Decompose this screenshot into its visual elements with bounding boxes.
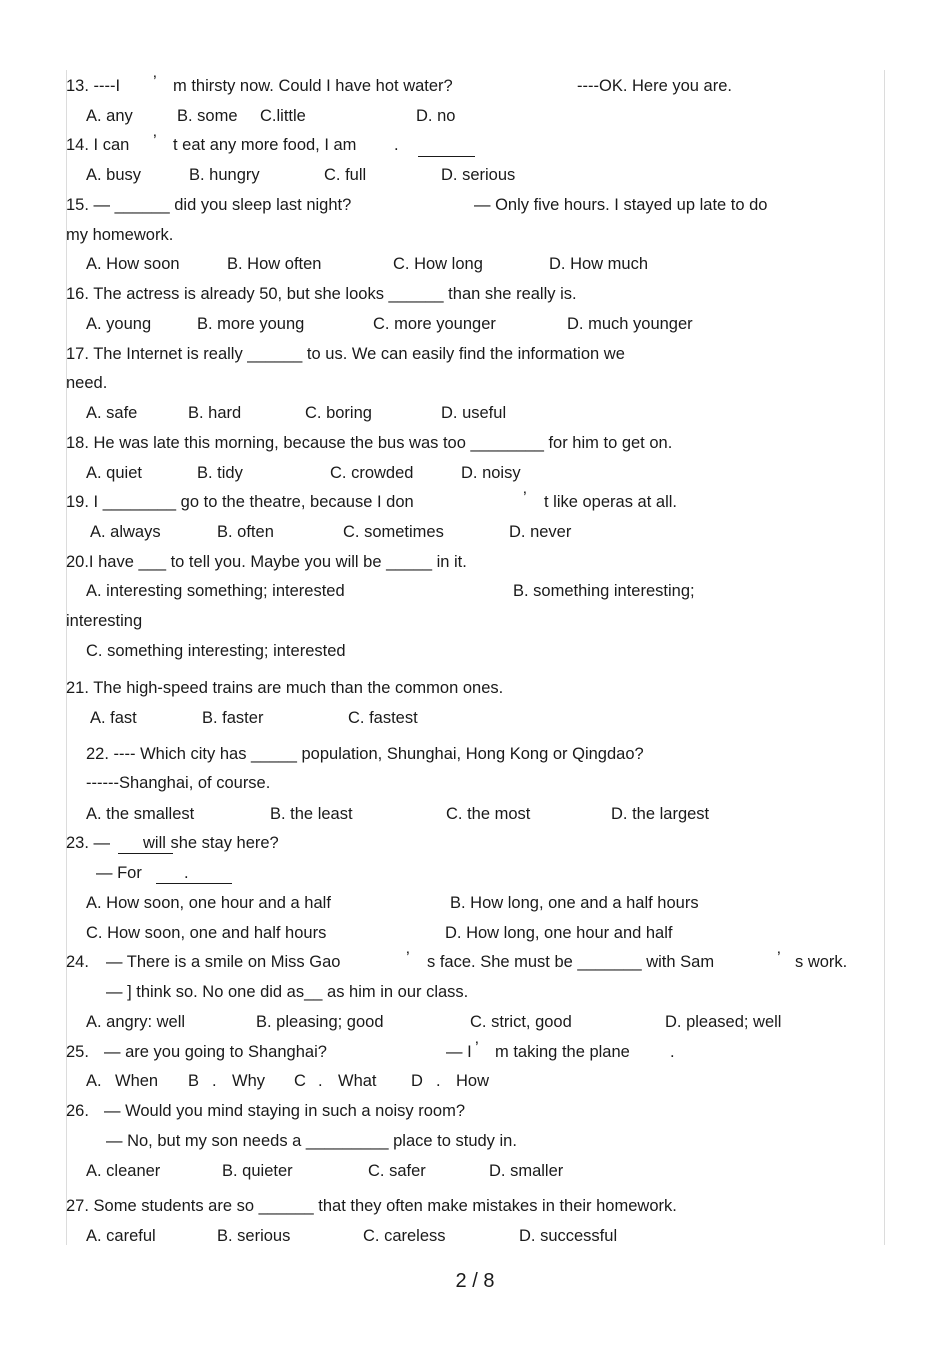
question-17-option-d: D. useful — [441, 404, 507, 422]
question-23-text: 23. — — [66, 834, 111, 852]
question-19-option-d: D. never — [509, 523, 572, 541]
question-23-text-cont: will she stay here? — [143, 834, 279, 852]
question-19-apostrophe: ’ — [523, 489, 527, 507]
question-27-option-d: D. successful — [519, 1227, 618, 1245]
question-25-reply: — I — [446, 1043, 472, 1061]
question-18-option-a: A. quiet — [86, 464, 142, 482]
question-19-option-a: A. always — [90, 523, 161, 541]
question-15-text: 15. — ______ did you sleep last night? — [66, 196, 352, 214]
left-margin-rule — [66, 70, 67, 1245]
question-15-option-d: D. How much — [549, 255, 649, 273]
question-24-text-cont: s face. She must be _______ with Sam — [427, 953, 715, 971]
question-22-option-c: C. the most — [446, 805, 531, 823]
question-25-reply-cont: m taking the plane — [495, 1043, 630, 1061]
question-14-option-c: C. full — [324, 166, 367, 184]
question-25-apostrophe: ’ — [475, 1039, 479, 1057]
question-24-apostrophe-2: ’ — [777, 949, 781, 967]
question-15-option-c: C. How long — [393, 255, 483, 273]
question-22-reply: ------Shanghai, of course. — [86, 774, 271, 792]
question-18-option-b: B. tidy — [197, 464, 243, 482]
page-indicator: 2 / 8 — [455, 1270, 495, 1292]
question-26-option-a: A. cleaner — [86, 1162, 161, 1180]
question-19-option-c: C. sometimes — [343, 523, 444, 541]
question-14-option-d: D. serious — [441, 166, 516, 184]
question-19-text: 19. I ________ go to the theatre, because I don — [66, 493, 414, 511]
question-15-reply: — Only five hours. I stayed up late to do — [474, 196, 768, 214]
question-13-option-b: B. some — [177, 107, 238, 125]
question-16-option-d: D. much younger — [567, 315, 693, 333]
question-22-option-b: B. the least — [270, 805, 353, 823]
question-25-option-c-letter: C — [294, 1072, 306, 1090]
question-18-option-c: C. crowded — [330, 464, 414, 482]
question-27-option-b: B. serious — [217, 1227, 291, 1245]
question-24-text: — There is a smile on Miss Gao — [106, 953, 341, 971]
question-22-option-d: D. the largest — [611, 805, 710, 823]
question-20-text: 20.I have ___ to tell you. Maybe you will be _____ in it. — [66, 553, 467, 571]
question-14-period: . — [394, 136, 399, 154]
question-24-reply: — ] think so. No one did as__ as him in our class. — [106, 983, 469, 1001]
question-22-text: 22. ---- Which city has _____ population, Shunghai, Hong Kong or Qingdao? — [86, 745, 644, 763]
question-17-option-c: C. boring — [305, 404, 372, 422]
question-17-text-wrap: need. — [66, 374, 108, 392]
question-21-option-b: B. faster — [202, 709, 264, 727]
question-25-option-b-dot: . — [212, 1072, 217, 1090]
question-14-text-cont: t eat any more food, I am — [173, 136, 357, 154]
question-26-number: 26. — [66, 1102, 89, 1120]
right-margin-rule — [884, 70, 885, 1245]
question-20-option-a: A. interesting something; interested — [86, 582, 345, 600]
question-15-option-b: B. How often — [227, 255, 322, 273]
question-26-option-b: B. quieter — [222, 1162, 293, 1180]
question-23-option-c: C. How soon, one and half hours — [86, 924, 327, 942]
question-25-option-d-letter: D — [411, 1072, 423, 1090]
question-16-option-a: A. young — [86, 315, 152, 333]
question-23-option-a: A. How soon, one hour and a half — [86, 894, 331, 912]
question-25-option-d-dot: . — [436, 1072, 441, 1090]
question-15-option-a: A. How soon — [86, 255, 180, 273]
question-16-option-b: B. more young — [197, 315, 305, 333]
question-24-number: 24. — [66, 953, 89, 971]
question-25-text: — are you going to Shanghai? — [104, 1043, 327, 1061]
question-25-reply-period: . — [670, 1043, 675, 1061]
question-23-option-b: B. How long, one and a half hours — [450, 894, 699, 912]
question-24-option-c: C. strict, good — [470, 1013, 572, 1031]
question-20-option-b: B. something interesting; — [513, 582, 695, 600]
question-25-option-d-text: How — [456, 1072, 490, 1090]
question-24-text-end: s work. — [795, 953, 848, 971]
question-24-option-d: D. pleased; well — [665, 1013, 782, 1031]
question-21-option-c: C. fastest — [348, 709, 418, 727]
question-25-option-c-dot: . — [318, 1072, 323, 1090]
question-27-option-c: C. careless — [363, 1227, 446, 1245]
question-25-option-a-letter: A. — [86, 1072, 102, 1090]
question-26-option-d: D. smaller — [489, 1162, 564, 1180]
question-25-option-a-text: When — [115, 1072, 159, 1090]
question-13-text: 13. ----I — [66, 77, 121, 95]
question-13-text-cont: m thirsty now. Could I have hot water? — [173, 77, 453, 95]
question-13-option-d: D. no — [416, 107, 456, 125]
question-14-answer-blank — [418, 156, 475, 157]
question-23-reply: — For — [96, 864, 142, 882]
question-23-reply-period: . — [184, 864, 189, 882]
question-18-option-d: D. noisy — [461, 464, 521, 482]
question-24-option-a: A. angry: well — [86, 1013, 186, 1031]
question-26-text: — Would you mind staying in such a noisy room? — [104, 1102, 466, 1120]
question-13-reply: ----OK. Here you are. — [577, 77, 732, 95]
question-13-apostrophe: ’ — [153, 73, 157, 91]
question-26-reply: — No, but my son needs a _________ place to study in. — [106, 1132, 517, 1150]
question-24-option-b: B. pleasing; good — [256, 1013, 384, 1031]
question-25-option-c-text: What — [338, 1072, 377, 1090]
question-27-option-a: A. careful — [86, 1227, 156, 1245]
question-21-option-a: A. fast — [90, 709, 137, 727]
question-25-option-b-letter: B — [188, 1072, 200, 1090]
question-16-text: 16. The actress is already 50, but she looks ______ than she really is. — [66, 285, 577, 303]
question-19-text-cont: t like operas at all. — [544, 493, 677, 511]
question-14-text: 14. I can — [66, 136, 130, 154]
question-23-option-d: D. How long, one hour and half — [445, 924, 673, 942]
question-14-apostrophe: ’ — [153, 132, 157, 150]
question-20-option-b-wrap: interesting — [66, 612, 143, 630]
question-13-option-c: C.little — [260, 107, 306, 125]
question-13-option-a: A. any — [86, 107, 133, 125]
question-20-option-c: C. something interesting; interested — [86, 642, 346, 660]
question-16-option-c: C. more younger — [373, 315, 496, 333]
question-18-text: 18. He was late this morning, because the bus was too ________ for him to get on. — [66, 434, 673, 452]
question-14-option-b: B. hungry — [189, 166, 260, 184]
question-25-option-b-text: Why — [232, 1072, 265, 1090]
question-21-text: 21. The high-speed trains are much than the common ones. — [66, 679, 504, 697]
question-19-option-b: B. often — [217, 523, 274, 541]
question-27-text: 27. Some students are so ______ that they often make mistakes in their homework. — [66, 1197, 677, 1215]
question-26-option-c: C. safer — [368, 1162, 426, 1180]
question-15-text-wrap: my homework. — [66, 226, 174, 244]
question-17-option-a: A. safe — [86, 404, 138, 422]
question-24-apostrophe-1: ’ — [406, 949, 410, 967]
question-17-option-b: B. hard — [188, 404, 242, 422]
question-22-option-a: A. the smallest — [86, 805, 195, 823]
question-17-text: 17. The Internet is really ______ to us. We can easily find the information we — [66, 345, 625, 363]
question-14-option-a: A. busy — [86, 166, 142, 184]
question-25-number: 25. — [66, 1043, 89, 1061]
question-23-answer-blank — [118, 853, 173, 854]
question-23-reply-blank — [156, 883, 232, 884]
